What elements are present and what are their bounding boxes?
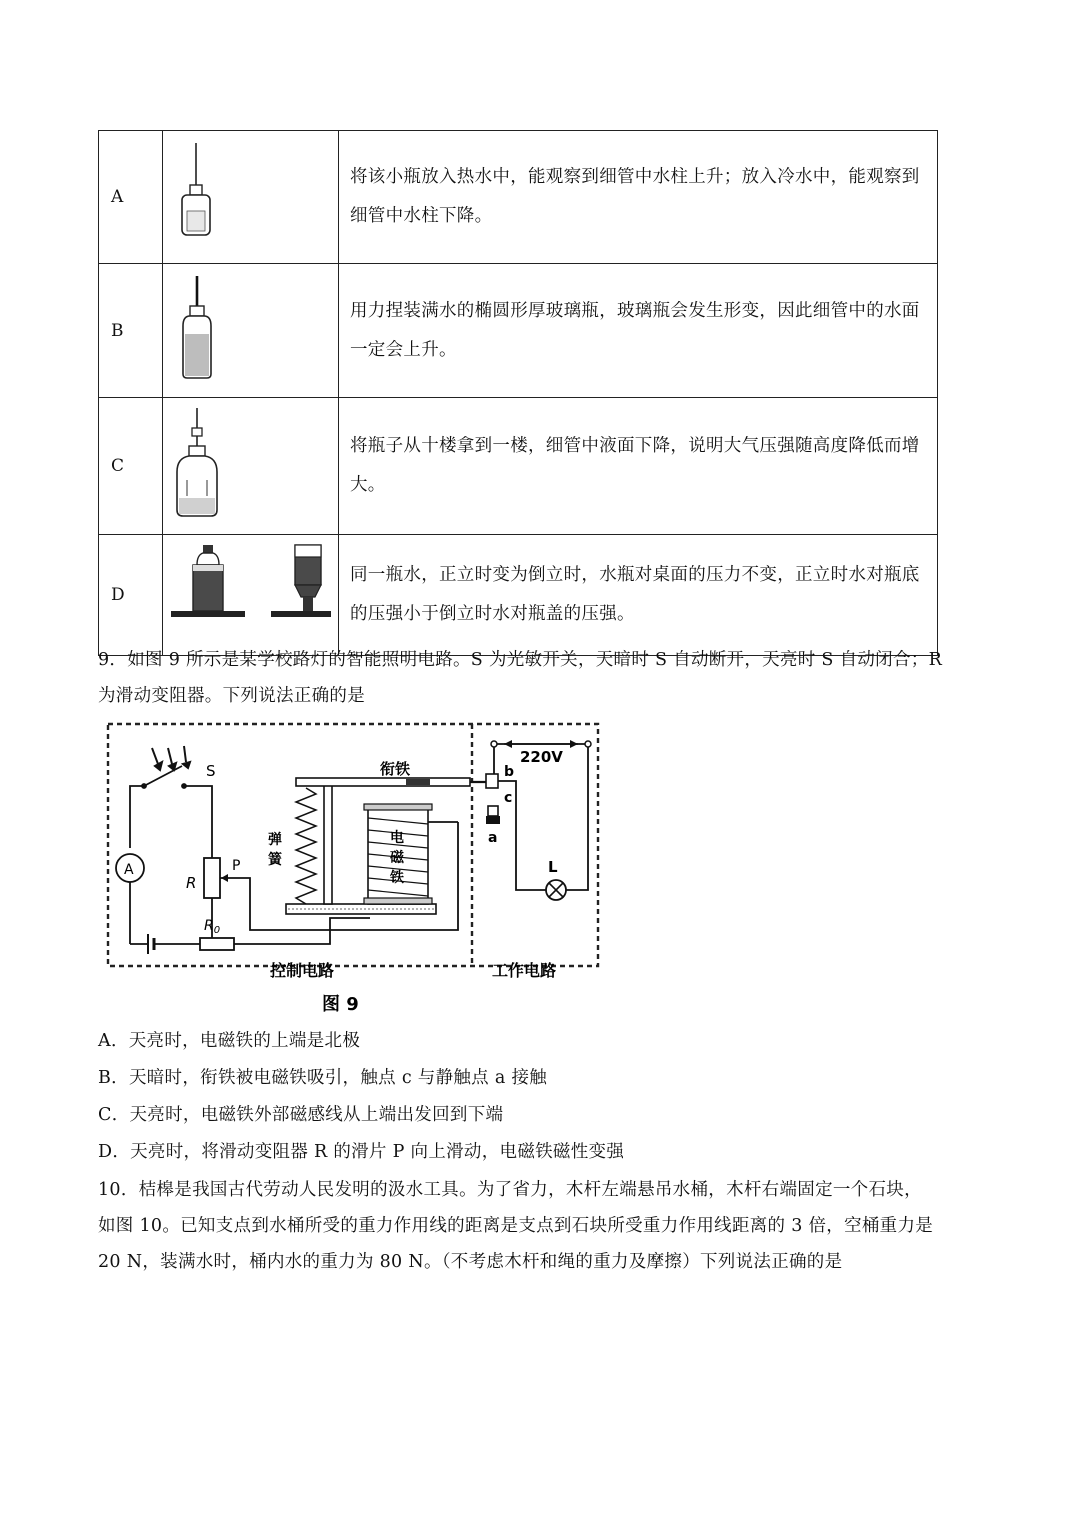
light-arrows-icon	[152, 746, 190, 770]
option-text: 用力捏装满水的椭圆形厚玻璃瓶，玻璃瓶会发生形变，因此细管中的水面一定会上升。	[339, 264, 938, 398]
pressure-bottle-figure	[163, 398, 338, 530]
question-9-choice-a: A．天亮时，电磁铁的上端是北极	[98, 1031, 361, 1051]
question-10-line-1: 10．桔槔是我国古代劳动人民发明的汲水工具。为了省力，木杆左端悬吊水桶，木杆右端固定一个石块，	[98, 1180, 922, 1200]
figure-9-caption: 图 9	[322, 994, 359, 1015]
resistor-r0	[200, 938, 234, 950]
label-b: b	[504, 764, 515, 780]
upright-inverted-bottles-figure	[163, 535, 338, 651]
label-s: S	[206, 762, 216, 780]
contact-b	[486, 774, 498, 788]
option-letter: D	[99, 535, 163, 656]
contact-a	[488, 806, 498, 816]
option-figure-a	[163, 131, 339, 264]
label-armature: 衔铁	[380, 760, 411, 778]
option-figure-d	[163, 535, 339, 656]
label-control-circuit: 控制电路	[270, 961, 335, 980]
question-9-choice-d: D．天亮时，将滑动变阻器 R 的滑片 P 向上滑动，电磁铁磁性变强	[98, 1142, 625, 1162]
armature-bar	[296, 778, 470, 786]
question-9-choice-b: B．天暗时，衔铁被电磁铁吸引，触点 c 与静触点 a 接触	[98, 1068, 548, 1088]
light-switch-s	[130, 766, 212, 858]
spring-icon	[296, 788, 316, 904]
option-text: 将该小瓶放入热水中，能观察到细管中水柱上升；放入冷水中，能观察到细管中水柱下降。	[339, 131, 938, 264]
option-row-a	[99, 131, 938, 264]
label-a: a	[488, 830, 498, 846]
option-letter: C	[99, 398, 163, 535]
label-em-3: 铁	[390, 870, 404, 886]
options-table	[98, 130, 938, 656]
figure-9-circuit	[100, 718, 605, 1023]
small-bottle-figure	[163, 131, 338, 259]
slider-p-arrow	[221, 874, 228, 882]
label-work-circuit: 工作电路	[492, 961, 557, 980]
option-text: 将瓶子从十楼拿到一楼，细管中液面下降，说明大气压强随高度降低而增大。	[339, 398, 938, 535]
label-ammeter: A	[124, 862, 134, 878]
question-9-choice-c: C．天亮时，电磁铁外部磁感线从上端出发回到下端	[98, 1105, 504, 1125]
label-lamp: L	[548, 858, 558, 876]
thick-bottle-figure	[163, 264, 338, 393]
rheostat-r	[204, 858, 220, 898]
pivot-post	[324, 784, 332, 904]
option-letter: B	[99, 264, 163, 398]
label-p: P	[232, 858, 241, 874]
option-row-d	[99, 535, 938, 656]
option-letter: A	[99, 131, 163, 264]
label-r: R	[186, 874, 197, 892]
question-9-line-1: 9．如图 9 所示是某学校路灯的智能照明电路。S 为光敏开关，天暗时 S 自动断开，天亮时 S 自动闭合；R	[98, 650, 943, 670]
option-row-c	[99, 398, 938, 535]
option-row-b	[99, 264, 938, 398]
label-c: c	[504, 790, 513, 806]
option-figure-c	[163, 398, 339, 535]
question-9-line-2: 为滑动变阻器。下列说法正确的是	[98, 686, 365, 706]
label-em-2: 磁	[390, 850, 404, 866]
label-spring-2: 簧	[268, 852, 282, 868]
question-10-line-3: 20 N，装满水时，桶内水的重力为 80 N。（不考虑木杆和绳的重力及摩擦）下列说法正确的是	[98, 1252, 843, 1272]
option-text: 同一瓶水，正立时变为倒立时，水瓶对桌面的压力不变，正立时水对瓶底的压强小于倒立时水对瓶盖的压强。	[339, 535, 938, 656]
label-r0: $R_0$	[204, 918, 221, 936]
question-10-line-2: 如图 10。已知支点到水桶所受的重力作用线的距离是支点到石块所受重力作用线距离的 3 倍，空桶重力是	[98, 1216, 934, 1236]
label-em-1: 电	[390, 830, 404, 846]
label-spring-1: 弹	[268, 832, 282, 848]
label-voltage: 220V	[520, 748, 563, 766]
option-figure-b	[163, 264, 339, 398]
